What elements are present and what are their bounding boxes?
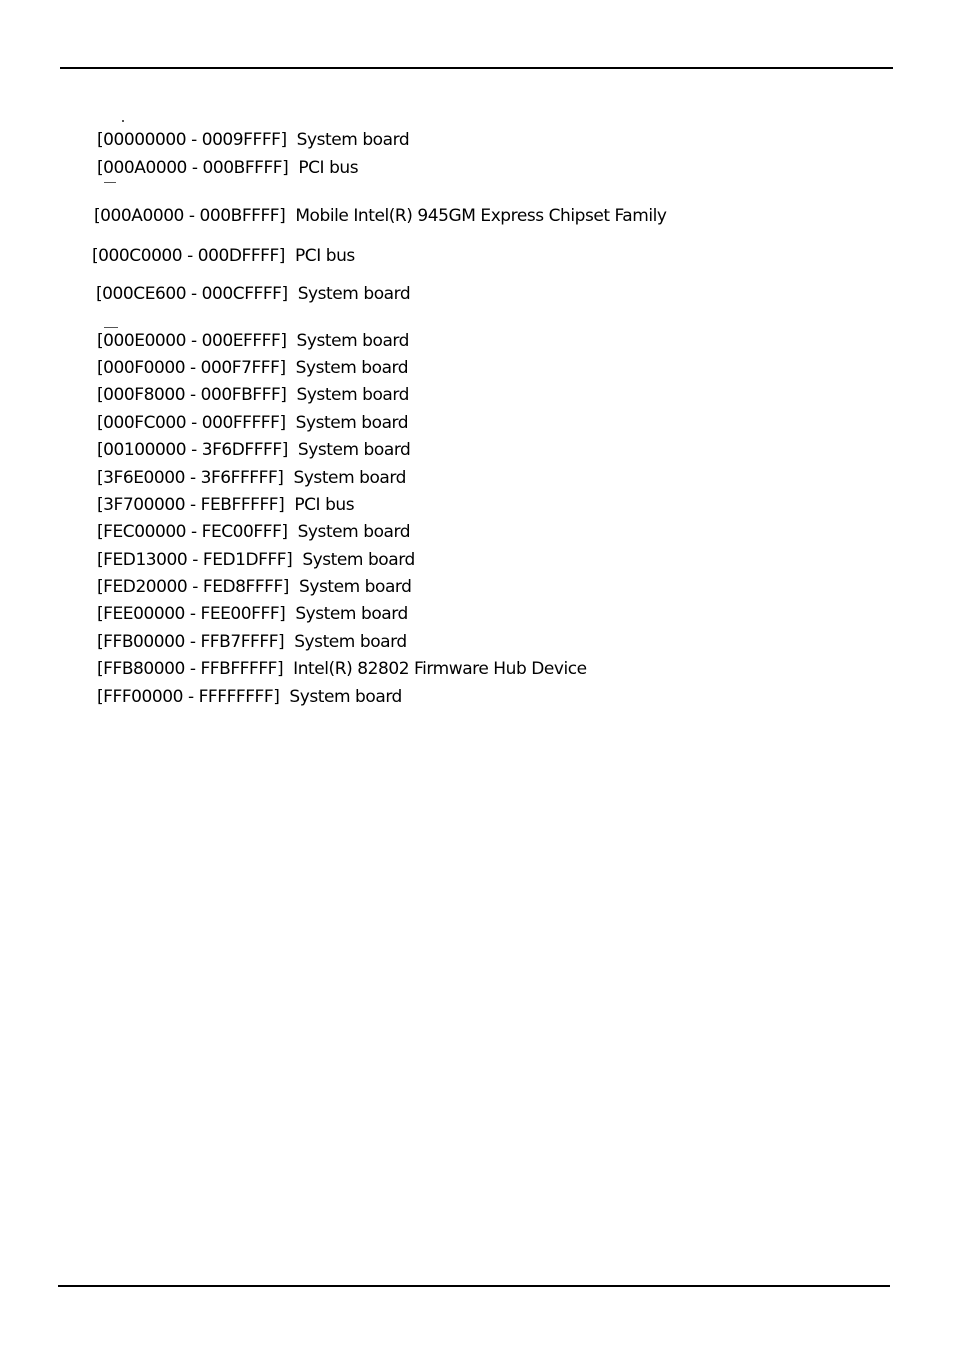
- list-item: [97, 659, 587, 679]
- list-item: [92, 246, 355, 266]
- device-name: PCI bus: [295, 246, 355, 266]
- list-item: [97, 358, 408, 378]
- list-item: [94, 206, 667, 226]
- memory-range: [000F8000 - 000FBFFF]: [97, 385, 287, 405]
- memory-range: [FED13000 - FED1DFFF]: [97, 550, 293, 570]
- memory-range: [000C0000 - 000DFFFF]: [92, 246, 285, 266]
- list-item: [97, 522, 410, 542]
- list-item: [97, 130, 409, 150]
- list-item: [97, 440, 410, 460]
- list-item: [97, 495, 354, 515]
- memory-range: [000FC000 - 000FFFFF]: [97, 413, 286, 433]
- device-name: System board: [294, 632, 407, 652]
- device-name: System board: [297, 284, 411, 304]
- footer-rule: [58, 1285, 890, 1287]
- memory-range: [FEC00000 - FEC00FFF]: [97, 522, 288, 542]
- list-item: [97, 687, 402, 707]
- device-name: System board: [297, 440, 411, 460]
- memory-range: [FEE00000 - FEE00FFF]: [97, 604, 286, 624]
- device-name: System board: [296, 331, 410, 351]
- device-name: PCI bus: [294, 495, 355, 515]
- list-item: [97, 385, 409, 405]
- memory-range: [FED20000 - FED8FFFF]: [97, 577, 289, 597]
- memory-range: [000A0000 - 000BFFFF]: [97, 158, 289, 178]
- list-item: [97, 413, 408, 433]
- memory-range: [000A0000 - 000BFFFF]: [94, 206, 286, 226]
- memory-range: [00100000 - 3F6DFFFF]: [97, 440, 288, 460]
- device-name: System board: [295, 604, 408, 624]
- device-name: System board: [295, 413, 409, 433]
- list-item: [97, 550, 415, 570]
- memory-range: [00000000 - 0009FFFF]: [97, 130, 287, 150]
- list-item: [97, 632, 407, 652]
- device-name: Mobile Intel(R) 945GM Express Chipset Family: [295, 206, 667, 226]
- memory-range: [000E0000 - 000EFFFF]: [97, 331, 287, 351]
- memory-range: [000F0000 - 000F7FFF]: [97, 358, 286, 378]
- device-name: System board: [295, 358, 409, 378]
- list-item: [97, 158, 358, 178]
- device-name: System board: [299, 577, 412, 597]
- list-item: [97, 604, 408, 624]
- list-item: [96, 284, 410, 304]
- device-name: PCI bus: [298, 158, 359, 178]
- device-name: System board: [293, 468, 406, 488]
- device-name: System board: [289, 687, 402, 707]
- memory-range: [FFF00000 - FFFFFFFF]: [97, 687, 280, 707]
- memory-range: [FFB00000 - FFB7FFFF]: [97, 632, 285, 652]
- memory-range: [3F6E0000 - 3F6FFFFF]: [97, 468, 284, 488]
- device-name: System board: [297, 522, 411, 542]
- memory-range: [3F700000 - FEBFFFFF]: [97, 495, 285, 515]
- memory-range: [000CE600 - 000CFFFF]: [96, 284, 288, 304]
- device-name: System board: [296, 385, 409, 405]
- list-item: [97, 577, 412, 597]
- list-item: [97, 468, 406, 488]
- device-name: System board: [302, 550, 415, 570]
- list-item: [97, 331, 409, 351]
- memory-range: [FFB80000 - FFBFFFFF]: [97, 659, 284, 679]
- device-name: Intel(R) 82802 Firmware Hub Device: [293, 659, 587, 679]
- device-name: System board: [296, 130, 410, 150]
